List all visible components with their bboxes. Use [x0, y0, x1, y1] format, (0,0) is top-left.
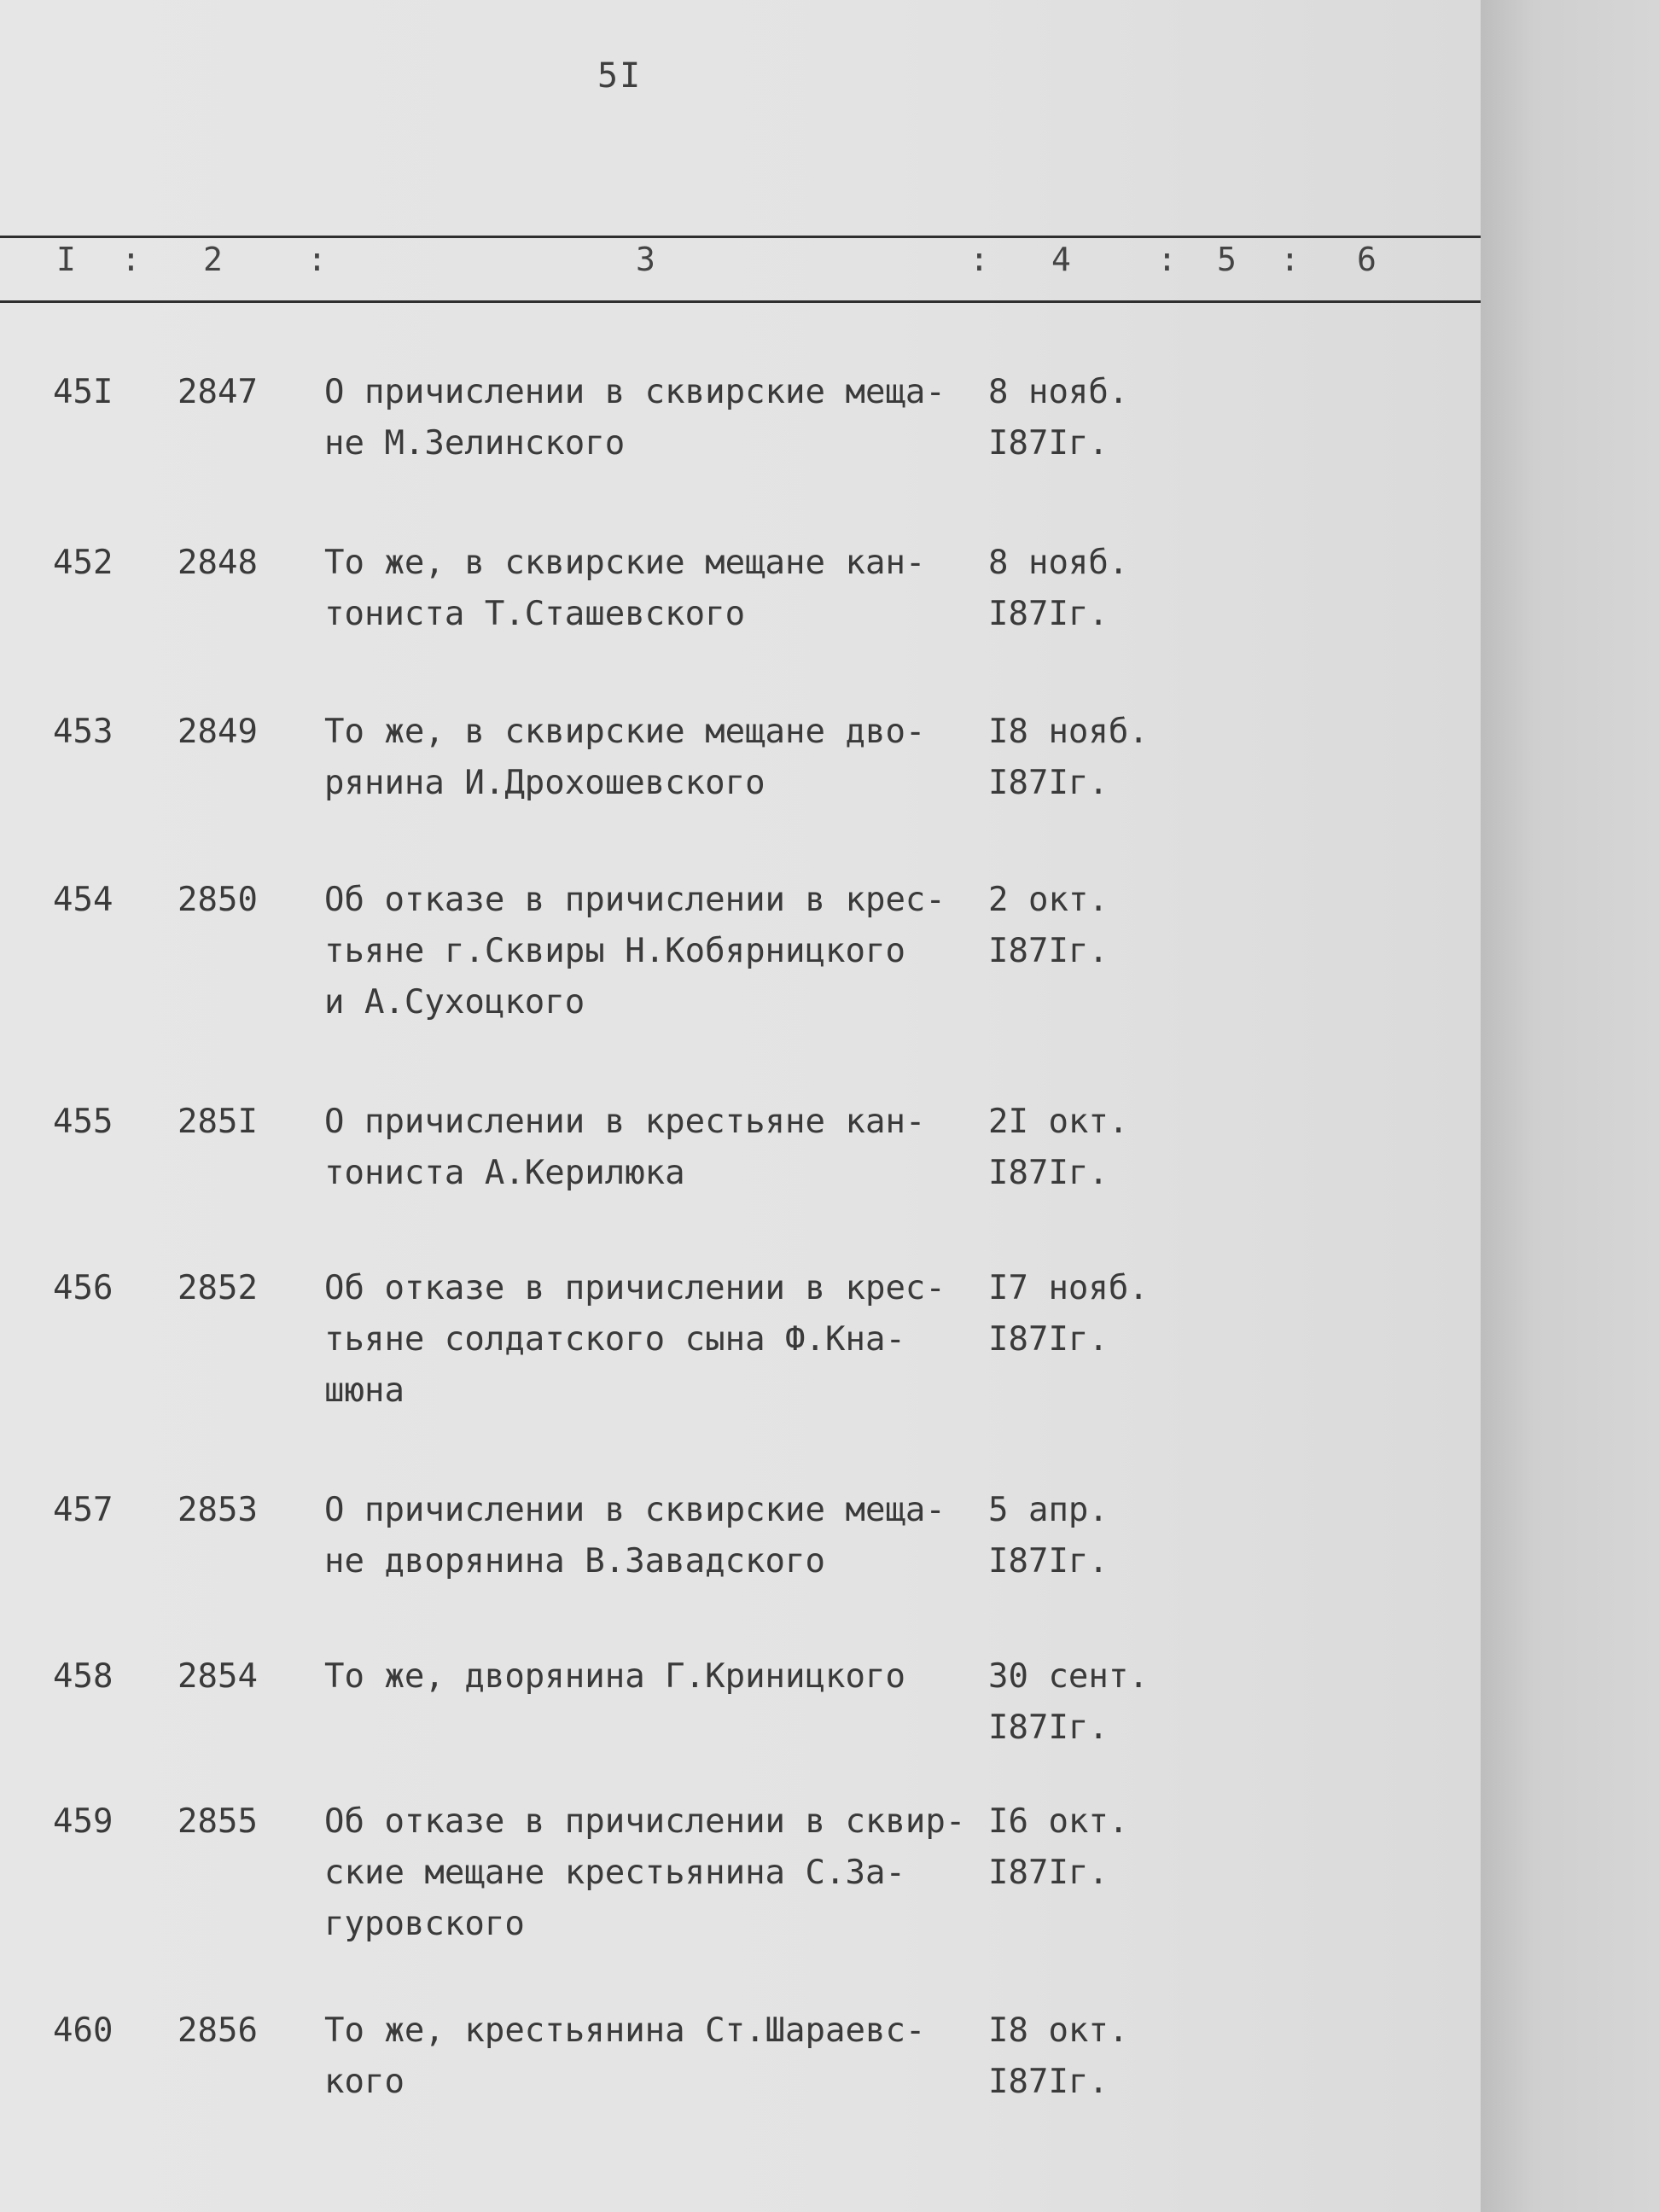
record-date	[988, 1263, 1185, 1365]
record-date	[988, 538, 1185, 640]
record-date-line: I87Iг.	[988, 764, 1109, 802]
record-title-line: То же, в сквирские мещане дво-	[324, 713, 926, 751]
record-title-line: тониста А.Керилюка	[324, 1154, 685, 1192]
header-rule-bottom	[0, 300, 1481, 303]
record-title	[324, 707, 981, 809]
record-title-line: О причислении в сквирские меща-	[324, 1491, 946, 1529]
record-date	[988, 367, 1185, 469]
record-title-line: То же, крестьянина Ст.Шараевс-	[324, 2011, 926, 2050]
record-date-line: I87Iг.	[988, 1854, 1109, 1892]
header-separator: :	[1280, 241, 1300, 278]
record-title-line: не М.Зелинского	[324, 424, 626, 463]
record-date	[988, 2005, 1185, 2108]
file-number: 2855	[178, 1802, 258, 1841]
record-date-line: I6 окт.	[988, 1802, 1129, 1841]
record-date-line: 30 сент.	[988, 1657, 1149, 1696]
page-number: 5I	[597, 56, 643, 96]
record-date-line: 2 окт.	[988, 881, 1109, 919]
file-number: 2848	[178, 544, 258, 582]
file-number: 2852	[178, 1269, 258, 1307]
record-date	[988, 707, 1185, 809]
record-date-line: I8 окт.	[988, 2011, 1129, 2050]
header-col-1: I	[56, 241, 76, 278]
record-title-line: О причислении в крестьяне кан-	[324, 1103, 926, 1141]
file-number: 2847	[178, 373, 258, 411]
header-separator: :	[969, 241, 989, 278]
record-date-line: 8 нояб.	[988, 373, 1129, 411]
record-title-line: То же, дворянина Г.Криницкого	[324, 1657, 905, 1696]
record-title-line: гуровского	[324, 1905, 525, 1943]
record-title	[324, 538, 981, 640]
header-rule-top	[0, 236, 1481, 238]
header-col-6: 6	[1357, 241, 1377, 278]
record-title-line: не дворянина В.Завадского	[324, 1542, 825, 1580]
record-number: 456	[53, 1269, 114, 1307]
header-separator: :	[121, 241, 141, 278]
record-date-line: 8 нояб.	[988, 544, 1129, 582]
record-date-line: I87Iг.	[988, 1320, 1109, 1359]
record-date-line: I8 нояб.	[988, 713, 1149, 751]
record-title-line: кого	[324, 2063, 405, 2101]
record-number: 457	[53, 1491, 114, 1529]
record-date	[988, 1485, 1185, 1587]
record-title-line: и А.Сухоцкого	[324, 983, 585, 1022]
record-date-line: I87Iг.	[988, 2063, 1109, 2101]
record-number: 455	[53, 1103, 114, 1141]
record-date	[988, 1097, 1185, 1199]
record-date-line: 2I окт.	[988, 1103, 1129, 1141]
record-title	[324, 2005, 981, 2108]
record-date-line: I87Iг.	[988, 1154, 1109, 1192]
record-title	[324, 875, 981, 1028]
header-col-5: 5	[1217, 241, 1237, 278]
record-date-line: I87Iг.	[988, 1708, 1109, 1747]
record-number: 458	[53, 1657, 114, 1696]
record-date-line: I87Iг.	[988, 1542, 1109, 1580]
file-number: 2853	[178, 1491, 258, 1529]
record-number: 453	[53, 713, 114, 751]
record-title-line: ские мещане крестьянина С.За-	[324, 1854, 905, 1892]
record-title	[324, 1263, 981, 1417]
record-date	[988, 1796, 1185, 1899]
record-date	[988, 875, 1185, 977]
file-number: 285I	[178, 1103, 258, 1141]
record-number: 460	[53, 2011, 114, 2050]
record-number: 454	[53, 881, 114, 919]
record-number: 45I	[53, 373, 114, 411]
header-col-4: 4	[1051, 241, 1071, 278]
page-edge-shadow	[1481, 0, 1659, 2212]
record-title-line: тьяне солдатского сына Ф.Кна-	[324, 1320, 905, 1359]
record-title	[324, 1796, 981, 1950]
file-number: 2854	[178, 1657, 258, 1696]
header-separator: :	[307, 241, 327, 278]
record-title	[324, 367, 981, 469]
record-title-line: тониста Т.Сташевского	[324, 595, 746, 633]
record-title-line: Об отказе в причислении в крес-	[324, 881, 946, 919]
record-title-line: тьяне г.Сквиры Н.Кобярницкого	[324, 932, 905, 970]
record-date-line: I87Iг.	[988, 932, 1109, 970]
file-number: 2850	[178, 881, 258, 919]
header-col-3: 3	[636, 241, 655, 278]
record-title	[324, 1651, 981, 1703]
record-title-line: Об отказе в причислении в сквир-	[324, 1802, 966, 1841]
record-number: 452	[53, 544, 114, 582]
header-separator: :	[1157, 241, 1177, 278]
file-number: 2856	[178, 2011, 258, 2050]
record-date	[988, 1651, 1185, 1754]
record-title	[324, 1485, 981, 1587]
record-title	[324, 1097, 981, 1199]
file-number: 2849	[178, 713, 258, 751]
record-title-line: То же, в сквирские мещане кан-	[324, 544, 926, 582]
record-title-line: шюна	[324, 1371, 405, 1410]
record-date-line: I87Iг.	[988, 424, 1109, 463]
record-title-line: рянина И.Дрохошевского	[324, 764, 765, 802]
record-date-line: 5 апр.	[988, 1491, 1109, 1529]
record-date-line: I87Iг.	[988, 595, 1109, 633]
record-title-line: Об отказе в причислении в крес-	[324, 1269, 946, 1307]
record-title-line: О причислении в сквирские меща-	[324, 373, 946, 411]
record-number: 459	[53, 1802, 114, 1841]
header-col-2: 2	[203, 241, 223, 278]
record-date-line: I7 нояб.	[988, 1269, 1149, 1307]
